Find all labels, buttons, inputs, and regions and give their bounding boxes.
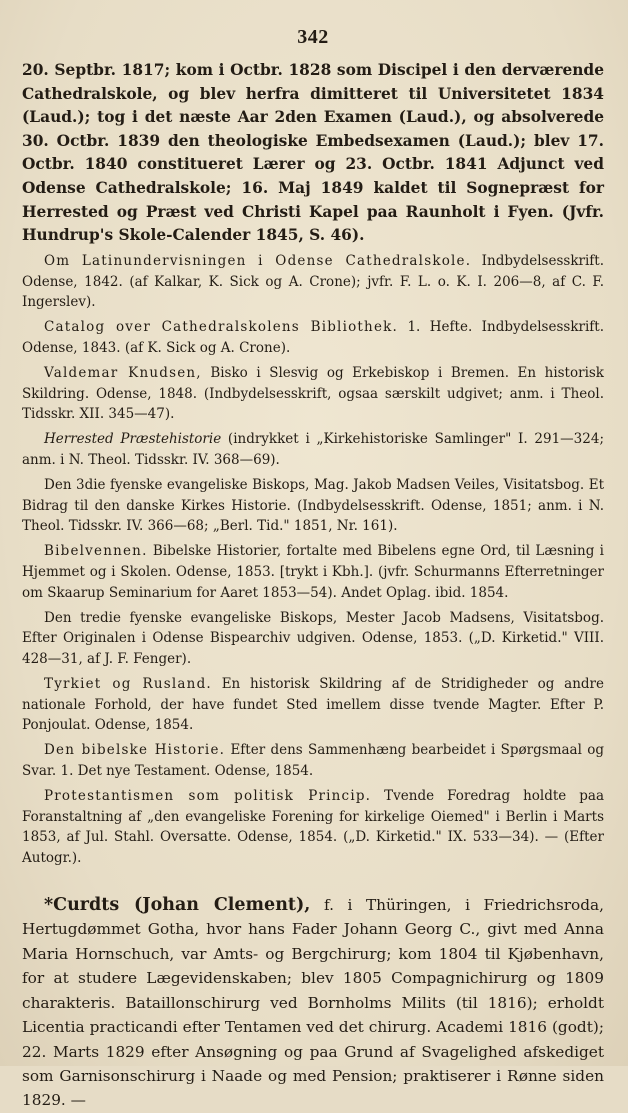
work-title: Den bibelske Historie. [44, 742, 226, 759]
biography-intro: 20. Septbr. 1817; kom i Octbr. 1828 som Discipel i den derværende Cathedralskole, og blev herfra dimitteret til Universitetet 1834 (Laud.); tog i det næste Aar 2den Examen (Laud.), og absolverede 30. Octbr. 1839 den theologiske Embedsexamen (Laud.); blev 17. Octbr. 1840 constitueret Lærer og 23. Octbr. 1841 Adjunct ved Odense Cathedralskole; 16. Maj 1849 kaldet til Sognepræst for Herrested og Præst ved Christi Kapel paa Raunholt i Fyen. (Jvfr. Hundrup's Skole-Calender 1845, S. 46). [22, 61, 604, 245]
bibliography-entry [22, 541, 604, 603]
bibliography-entry [22, 475, 604, 537]
work-title: Tyrkiet og Rusland. [44, 675, 212, 692]
bibliography-list [22, 251, 604, 869]
bibliography-entry [22, 363, 604, 425]
person-entry [22, 893, 604, 1113]
work-details: Bisko i Slesvig og Erkebiskop i Bremen. En historisk Skildring. Odense, 1848. (Indbydelsesskrift, ogsaa særskilt udgivet; anm. i Theol. Tidsskr. XII. 345—47). [22, 364, 604, 423]
work-details: Bibelske Historier, fortalte med Bibelens egne Ord, til Læsning i Hjemmet og i Skolen. Odense, 1853. [trykt i Kbh.]. (jvfr. Schurmanns Efterretninger om Skaarup Seminarium for Aaret 1853—54). Andet Oplag. ibid. 1854. [22, 543, 604, 601]
work-title: Bibelvennen. [44, 543, 148, 560]
work-details: Tvende Foredrag holdte paa Foranstaltning af „den evangeliske Forening for kirkelige Oiemed" i Berlin i Marts 1853, af Jul. Stahl. Oversatte. Odense, 1854. („D. Kirketid." IX. 533—34). — (Efter Autogr.). [22, 787, 605, 867]
bibliography-entry [22, 608, 604, 670]
work-title: Om Latinundervisningen i Odense Cathedralskole. [44, 252, 472, 269]
work-title: Herrested Præstehistorie [44, 431, 222, 448]
bibliography-entry [22, 674, 604, 736]
work-title: Valdemar Knudsen, [44, 364, 202, 381]
page-number: 342 [297, 26, 329, 48]
bibliography-entry [22, 429, 604, 471]
work-details: En historisk Skildring af de Stridigheder og andre nationale Forhold, der have fundet Sted imellem disse tvende Magter. Efter P. Ponjoulat. Odense, 1854. [22, 675, 604, 734]
work-title: Protestantismen som politisk Princip. [44, 787, 372, 804]
bibliography-entry [22, 740, 604, 782]
person-text: f. i Thüringen, i Friedrichsroda, Hertugdømmet Gotha, hvor hans Fader Johann Georg C., givt med Anna Maria Hornschuch, var Amts- og Bergchirurg; kom 1804 til Kjøbenhavn, for at studere Lægevidenskaben; blev 1805 Compagnichirurg og 1809 charakteris. Bataillonschirurg ved Bornholms Milits (til 1816); erholdt Licentia practicandi efter Tentamen ved det chirurg. Academi 1816 (godt); 22. Marts 1829 efter Ansøgning og paa Grund af Svagelighed afskediget som Garnisonschirurg i Naade og med Pension; praktiserer i Rønne siden 1829. — [22, 896, 604, 1110]
person-name: *Curdts (Johan Clement), [44, 895, 311, 916]
work-title: Catalog over Cathedralskolens Bibliothek. [44, 319, 398, 336]
work-details: Indbydelsesskrift. Odense, 1842. (af Kalkar, K. Sick og A. Crone); jvfr. F. L. o. K. I. 206—8, af C. F. Ingerslev). [22, 252, 604, 311]
work-details: (indrykket i „Kirkehistoriske Samlinger" I. 291—324; anm. i N. Theol. Tidsskr. IV. 368—69). [22, 431, 604, 468]
bibliography-entry [22, 317, 604, 359]
work-details: Efter dens Sammenhæng bearbeidet i Spørgsmaal og Svar. 1. Det nye Testament. Odense, 1854. [22, 742, 604, 780]
bibliography-entry [22, 251, 604, 313]
bibliography-entry [22, 786, 604, 869]
work-details: Den tredie fyenske evangeliske Biskops, Mester Jacob Madsens, Visitatsbog. Efter Originalen i Odense Bispearchiv udgiven. Odense, 1853. („D. Kirketid." VIII. 428—31, af J. F. Fenger). [22, 609, 604, 668]
work-details: Den 3die fyenske evangeliske Biskops, Mag. Jakob Madsen Veiles, Visitatsbog. Et Bidrag til den danske Kirkes Historie. (Indbydelsesskrift. Odense, 1851; anm. i N. Theol. Tidsskr. IV. 366—68; „Berl. Tid." 1851, Nr. 161). [22, 476, 604, 535]
work-details: 1. Hefte. Indbydelsesskrift. Odense, 1843. (af K. Sick og A. Crone). [22, 319, 604, 356]
